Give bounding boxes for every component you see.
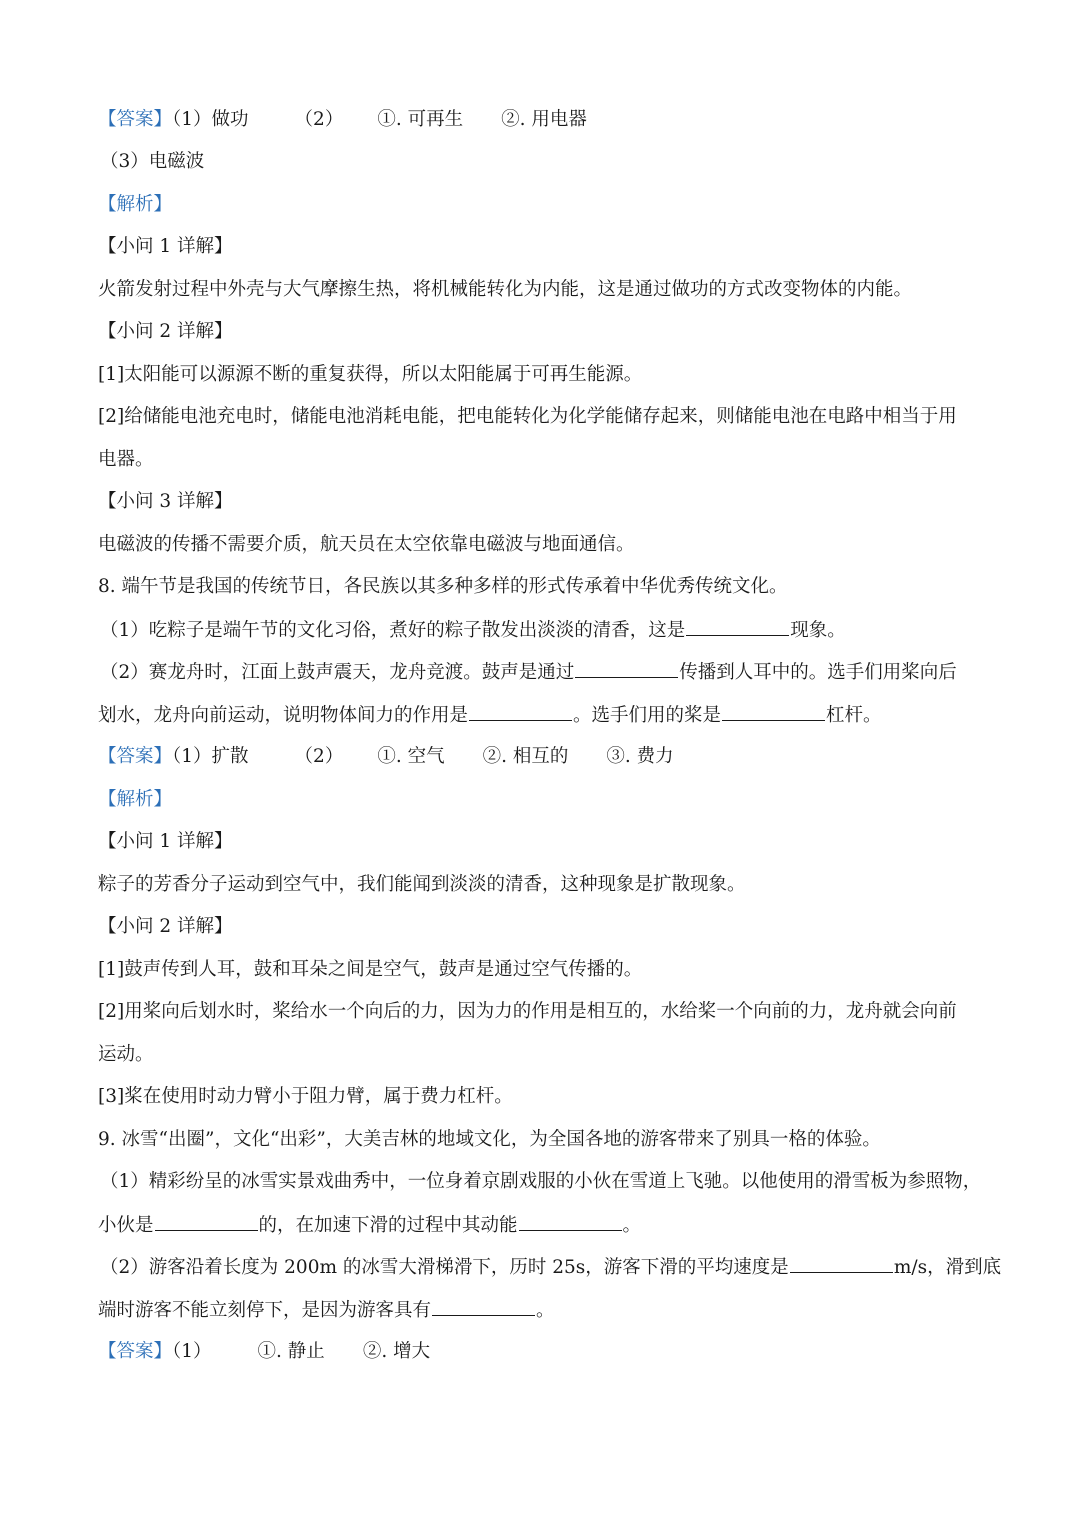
q9-answer-part1-b: ②. 增大 (362, 1341, 431, 1362)
q8-part2-text-b: 传播到人耳中的。选手们用桨向后 (679, 662, 957, 683)
q8-part1-text-b: 现象。 (790, 620, 846, 641)
q7-answer-part2-a: ①. 可再生 (377, 109, 464, 130)
q7-sub2-item2-line2: 电器。 (98, 449, 154, 470)
q7-sub3-text: 电磁波的传播不需要介质，航天员在太空依靠电磁波与地面通信。 (98, 534, 635, 555)
q9-stem: 9. 冰雪“出圈”，文化“出彩”，大美吉林的地域文化，为全国各地的游客带来了别具一格的体验。 (98, 1129, 881, 1150)
answer-blank[interactable] (722, 700, 825, 721)
q8-sub1-text: 粽子的芳香分子运动到空气中，我们能闻到淡淡的清香，这种现象是扩散现象。 (98, 874, 746, 895)
answer-blank[interactable] (155, 1210, 258, 1231)
q9-part2-line2 (98, 1295, 988, 1326)
q8-part2-line2 (98, 700, 988, 731)
q9-answer-part1-a: ①. 静止 (257, 1341, 325, 1362)
q8-sub2-item1: [1]鼓声传到人耳，鼓和耳朵之间是空气，鼓声是通过空气传播的。 (98, 959, 643, 980)
answer-blank[interactable] (790, 1252, 893, 1273)
q8-part1-line (100, 615, 990, 646)
answer-blank[interactable] (575, 657, 678, 678)
q9-part1-line2 (98, 1210, 988, 1241)
q8-answer-line (98, 742, 988, 772)
q7-sub2-item1: [1]太阳能可以源源不断的重复获得，所以太阳能属于可再生能源。 (98, 364, 643, 385)
analysis-label: 【解析】 (98, 194, 173, 215)
q7-sub1-text: 火箭发射过程中外壳与大气摩擦生热，将机械能转化为内能，这是通过做功的方式改变物体的内能。 (98, 279, 913, 300)
q9-part1-text-b: 小伙是 (98, 1215, 154, 1236)
q9-part1-text-c: 的，在加速下滑的过程中其动能 (258, 1215, 518, 1236)
q8-sub1-title: 【小问 1 详解】 (98, 831, 233, 852)
q9-part2-text-a: （2）游客沿着长度为 200m 的冰雪大滑梯滑下，历时 25s，游客下滑的平均速度是 (100, 1257, 789, 1278)
q9-answer-part1: （1） (172, 1341, 212, 1362)
q7-answer-part2-b: ②. 用电器 (501, 109, 587, 130)
q8-part2-text-a: （2）赛龙舟时，江面上鼓声震天，龙舟竞渡。鼓声是通过 (100, 662, 575, 683)
q7-sub3-title: 【小问 3 详解】 (98, 491, 233, 512)
q7-answer-part2: （2） (294, 109, 344, 130)
q8-sub2-item2-line2: 运动。 (98, 1044, 154, 1065)
q8-stem: 8. 端午节是我国的传统节日，各民族以其多种多样的形式传承着中华优秀传统文化。 (98, 576, 788, 597)
q8-part2-text-d: 。选手们用的桨是 (573, 705, 722, 726)
q8-answer-part2-a: ①. 空气 (377, 746, 445, 767)
q7-sub2-item2-line1: [2]给储能电池充电时，储能电池消耗电能，把电能转化为化学能储存起来，则储能电池在电路中相当于用 (98, 406, 957, 427)
q8-answer-part2-b: ②. 相互的 (482, 746, 569, 767)
q9-part2-text-b: m/s，滑到底 (893, 1257, 1002, 1278)
q8-sub2-item3: [3]桨在使用时动力臂小于阻力臂，属于费力杠杆。 (98, 1086, 513, 1107)
q7-answer-part1: （1）做功 (172, 109, 249, 130)
q8-part2-text-c: 划水，龙舟向前运动，说明物体间力的作用是 (98, 705, 469, 726)
q8-answer-part2-c: ③. 费力 (606, 746, 674, 767)
answer-blank[interactable] (519, 1210, 622, 1231)
q9-part1-text-d: 。 (622, 1215, 642, 1236)
answer-label: 【答案】 (98, 746, 173, 767)
q8-answer-part1: （1）扩散 (172, 746, 249, 767)
answer-label: 【答案】 (98, 1341, 173, 1362)
q8-part2-line1 (100, 657, 990, 688)
q8-part1-text-a: （1）吃粽子是端午节的文化习俗，煮好的粽子散发出淡淡的清香，这是 (100, 620, 686, 641)
q9-answer-line (98, 1337, 988, 1367)
q8-sub2-item2-line1: [2]用桨向后划水时，桨给水一个向后的力，因为力的作用是相互的，水给桨一个向前的力，龙舟就会向前 (98, 1001, 957, 1022)
q8-part2-text-e: 杠杆。 (826, 705, 882, 726)
q8-answer-part2: （2） (294, 746, 344, 767)
answer-label: 【答案】 (98, 109, 173, 130)
answer-blank[interactable] (432, 1295, 535, 1316)
q7-sub1-title: 【小问 1 详解】 (98, 236, 233, 257)
answer-blank[interactable] (686, 615, 789, 636)
q9-part1-line1: （1）精彩纷呈的冰雪实景戏曲秀中，一位身着京剧戏服的小伙在雪道上飞驰。以他使用的滑雪板为参照物， (100, 1171, 982, 1192)
q9-part2-text-d: 。 (536, 1300, 555, 1321)
q9-part2-line1 (100, 1252, 1002, 1283)
analysis-label: 【解析】 (98, 789, 173, 810)
q8-sub2-title: 【小问 2 详解】 (98, 916, 233, 937)
q9-part2-text-c: 端时游客不能立刻停下，是因为游客具有 (98, 1300, 432, 1321)
answer-blank[interactable] (469, 700, 572, 721)
q7-sub2-title: 【小问 2 详解】 (98, 321, 233, 342)
q7-answer-line (98, 105, 988, 135)
q7-answer-part3: （3）电磁波 (100, 151, 205, 172)
